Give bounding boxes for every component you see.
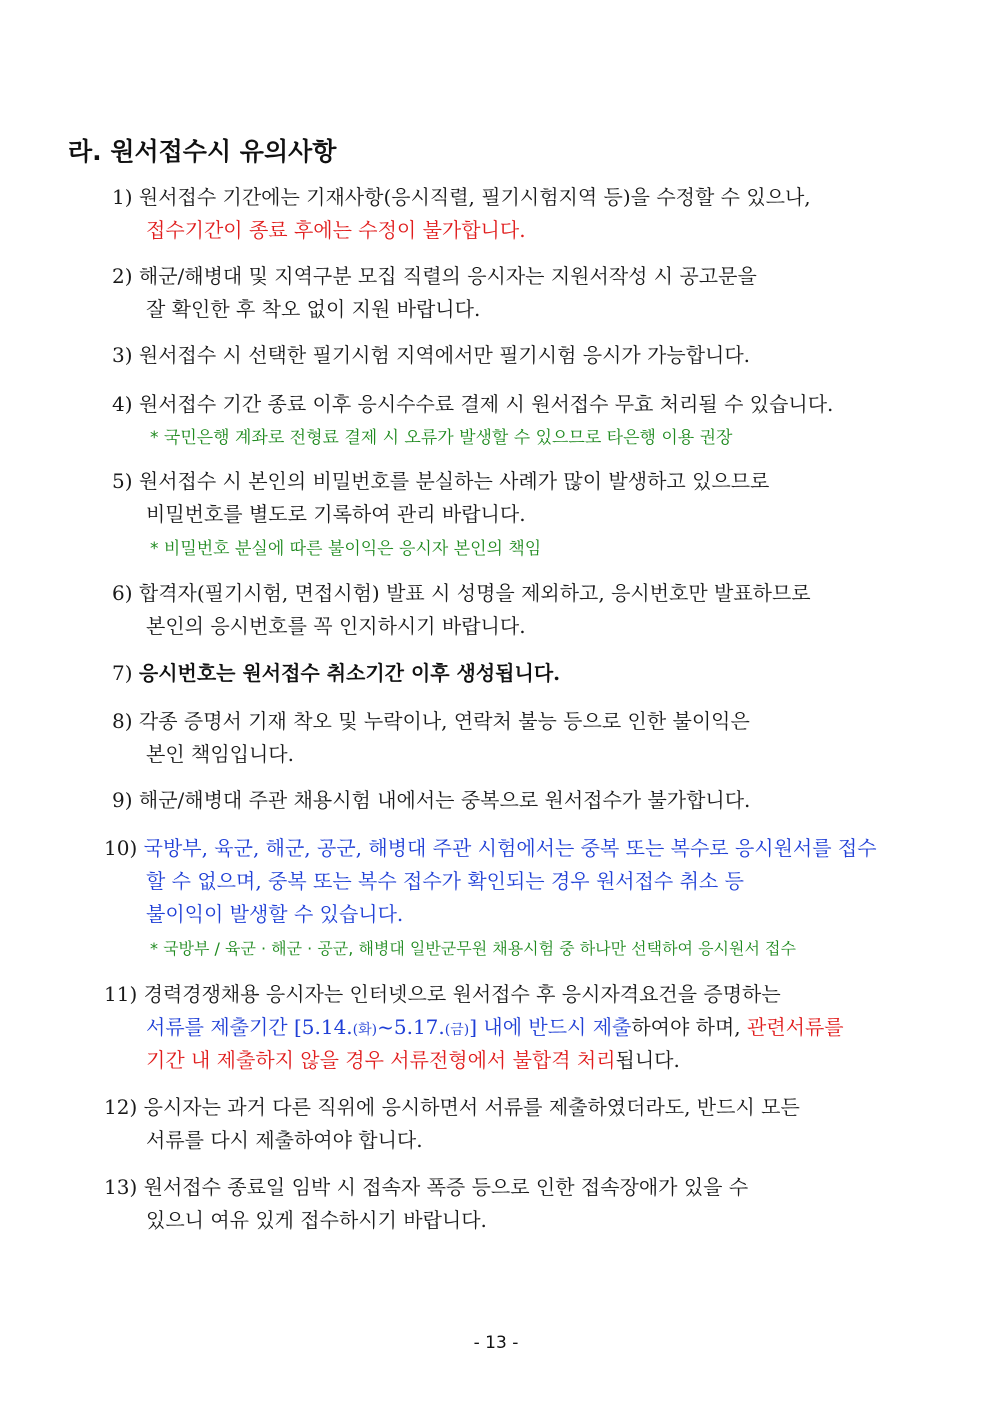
- list-item: [112, 659, 560, 687]
- item-text: 본인의 응시번호를 꼭 인지하시기 바랍니다.: [146, 614, 526, 638]
- section-title: 라. 원서접수시 유의사항: [68, 137, 337, 166]
- item-text-highlight: 국방부, 육군, 해군, 공군, 해병대 주관 시험에서는 중복 또는 복수로 응시원서를 접수: [143, 836, 877, 860]
- list-item: [104, 1093, 800, 1121]
- list-item: [104, 834, 877, 862]
- item-number: 4): [112, 392, 133, 416]
- item-number: 1): [112, 185, 133, 209]
- deadline-text: ] 내에 반드시 제출: [469, 1015, 632, 1039]
- item-text-emphasis: 응시번호는 원서접수 취소기간 이후 생성됩니다.: [138, 661, 561, 685]
- item-text: 해군/해병대 및 지역구분 모집 직렬의 응시자는 지원서작성 시 공고문을: [138, 264, 757, 288]
- item-number: 6): [112, 581, 133, 605]
- deadline-text: ~5.17.: [377, 1015, 445, 1039]
- page-number: - 13 -: [473, 1333, 519, 1353]
- list-item: [112, 262, 757, 290]
- item-number: 11): [104, 982, 138, 1006]
- item-text-mixed: [146, 1013, 844, 1044]
- item-text: 본인 책임입니다.: [146, 742, 294, 766]
- item-text: 합격자(필기시험, 면접시험) 발표 시 성명을 제외하고, 응시번호만 발표하므로: [138, 581, 811, 605]
- list-item: [112, 707, 750, 735]
- item-number: 10): [104, 836, 138, 860]
- deadline-text: 서류를 제출기간 [5.14.: [146, 1015, 353, 1039]
- item-number: 8): [112, 709, 133, 733]
- item-text-highlight: 불이익이 발생할 수 있습니다.: [146, 902, 404, 926]
- list-item: [112, 786, 750, 814]
- item-number: 5): [112, 469, 133, 493]
- list-item: [112, 341, 750, 369]
- item-text: 원서접수 기간 종료 이후 응시수수료 결제 시 원서접수 무효 처리될 수 있습니다.: [138, 392, 834, 416]
- item-text: 응시자는 과거 다른 직위에 응시하면서 서류를 제출하였더라도, 반드시 모든: [143, 1095, 800, 1119]
- item-text: 있으니 여유 있게 접수하시기 바랍니다.: [146, 1208, 487, 1232]
- list-item: [112, 183, 811, 211]
- item-text: 잘 확인한 후 착오 없이 지원 바랍니다.: [146, 297, 481, 321]
- item-note: * 국방부 / 육군 · 해군 · 공군, 해병대 일반군무원 채용시험 중 하나만 선택하여 응시원서 접수: [150, 939, 796, 958]
- item-text: 원서접수 시 본인의 비밀번호를 분실하는 사례가 많이 발생하고 있으므로: [138, 469, 770, 493]
- deadline-weekday: (화): [352, 1022, 378, 1038]
- item-text: 서류를 다시 제출하여야 합니다.: [146, 1128, 423, 1152]
- item-text: 원서접수 종료일 임박 시 접속자 폭증 등으로 인한 접속장애가 있을 수: [143, 1175, 749, 1199]
- item-text-highlight: 할 수 없으며, 중복 또는 복수 접수가 확인되는 경우 원서접수 취소 등: [146, 869, 744, 893]
- item-number: 3): [112, 343, 133, 367]
- item-text-mixed: [146, 1046, 680, 1074]
- list-item: [112, 579, 811, 607]
- item-text: 비밀번호를 별도로 기록하여 관리 바랍니다.: [146, 502, 526, 526]
- deadline-weekday: (금): [444, 1022, 470, 1038]
- list-item: [104, 1173, 748, 1201]
- item-text: 각종 증명서 기재 착오 및 누락이나, 연락처 불능 등으로 인한 불이익은: [138, 709, 750, 733]
- item-text-warning: 접수기간이 종료 후에는 수정이 불가합니다.: [146, 218, 526, 242]
- item-number: 13): [104, 1175, 138, 1199]
- list-item: [112, 390, 833, 418]
- item-text: 경력경쟁채용 응시자는 인터넷으로 원서접수 후 응시자격요건을 증명하는: [143, 982, 781, 1006]
- item-note: * 비밀번호 분실에 따른 불이익은 응시자 본인의 책임: [150, 539, 542, 559]
- item-text-warning: 기간 내 제출하지 않을 경우 서류전형에서 불합격 처리: [146, 1048, 616, 1072]
- item-text: 해군/해병대 주관 채용시험 내에서는 중복으로 원서접수가 불가합니다.: [138, 788, 751, 812]
- item-note: * 국민은행 계좌로 전형료 결제 시 오류가 발생할 수 있으므로 타은행 이용 권장: [150, 428, 733, 448]
- item-text: 하여야 하며,: [631, 1015, 748, 1039]
- item-number: 7): [112, 661, 133, 685]
- list-item: [112, 467, 769, 495]
- item-text: 됩니다.: [615, 1048, 680, 1072]
- item-text: 원서접수 기간에는 기재사항(응시직렬, 필기시험지역 등)을 수정할 수 있으나,: [138, 185, 811, 209]
- list-item: [104, 980, 781, 1008]
- item-text-warning: 관련서류를: [747, 1015, 844, 1039]
- item-text: 원서접수 시 선택한 필기시험 지역에서만 필기시험 응시가 가능합니다.: [138, 343, 751, 367]
- item-number: 9): [112, 788, 133, 812]
- item-number: 2): [112, 264, 133, 288]
- item-number: 12): [104, 1095, 138, 1119]
